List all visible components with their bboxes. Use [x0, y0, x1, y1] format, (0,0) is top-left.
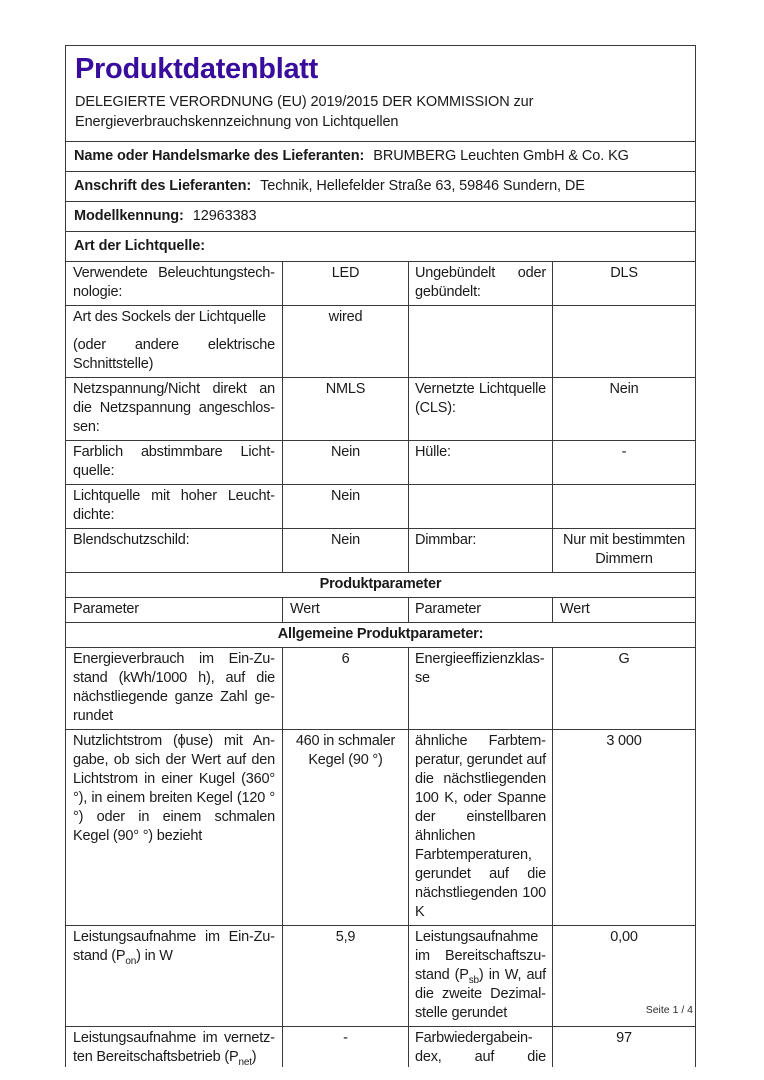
table-cell: Nutzlichtstrom (ϕuse) mit Angabe, ob sich der Wert auf den Lichtstrom in einer Kugel (360° °), in einem breiten Kegel (120 °°) oder in einem schmalen Kegel (90° °) bezieht: [66, 729, 282, 925]
supplier-name-row: [66, 141, 695, 171]
supplier-address-value: Technik, Hellefelder Straße 63, 59846 Sundern, DE: [260, 178, 585, 194]
table-cell: Ungebündelt oder gebündelt:: [408, 262, 552, 305]
table-cell: Nur mit bestimmten Dimmern: [552, 528, 695, 572]
table-cell: 460 in schmaler Kegel (90 °): [282, 729, 408, 925]
table-cell: Netzspannung/Nicht direkt an die Netzspannung angeschlossen:: [66, 377, 282, 440]
table-cell: -: [552, 440, 695, 484]
spec-table: [66, 261, 695, 1067]
page-title: Produktdatenblatt: [75, 53, 319, 85]
table-cell: Leistungsaufnahme im Ein-Zustand $(P_{on})$ in W: [66, 925, 282, 1026]
section-header: Produktparameter: [66, 572, 695, 597]
table-cell: -: [282, 1026, 408, 1067]
table-cell: [552, 484, 695, 528]
table-cell: wired: [282, 305, 408, 377]
table-cell: Parameter: [66, 597, 282, 622]
model-id-label: Modellkennung:: [74, 208, 184, 224]
table-cell: [408, 484, 552, 528]
table-cell: 97: [552, 1026, 695, 1067]
table-cell: LED: [282, 262, 408, 305]
table-cell: DLS: [552, 262, 695, 305]
table-cell: Lichtquelle mit hoher Leuchtdichte:: [66, 484, 282, 528]
table-cell: Energieverbrauch im Ein-Zustand (kWh/1000 h), auf die nächstliegende ganze Zahl gerundet: [66, 647, 282, 729]
light-source-type-label: Art der Lichtquelle:: [74, 238, 205, 254]
table-cell: NMLS: [282, 377, 408, 440]
table-cell: Wert: [282, 597, 408, 622]
table-cell: Dimmbar:: [408, 528, 552, 572]
table-cell: Art des Sockels der Lichtquelle (oder andere elektrische Schnittstelle): [66, 305, 282, 377]
supplier-name-label: Name oder Handelsmarke des Lieferanten:: [74, 148, 365, 164]
table-cell: [408, 305, 552, 377]
page-number: Seite 1 / 4: [645, 1004, 693, 1016]
datasheet: [65, 45, 696, 1067]
table-cell: 3 000: [552, 729, 695, 925]
model-id-row: [66, 201, 695, 231]
table-cell: [552, 305, 695, 377]
table-cell: Blendschutzschild:: [66, 528, 282, 572]
section-header: Allgemeine Produktparameter:: [66, 622, 695, 647]
table-cell: 5,9: [282, 925, 408, 1026]
regulation-subtitle: DELEGIERTE VERORDNUNG (EU) 2019/2015 DER KOMMISSION zur Energieverbrauchskennzeichnung von Lichtquellen: [75, 94, 534, 130]
table-cell: Farbwiedergabeindex, auf die: [408, 1026, 552, 1067]
table-cell: Nein: [282, 440, 408, 484]
table-cell: Farblich abstimmbare Lichtquelle:: [66, 440, 282, 484]
table-cell: Nein: [552, 377, 695, 440]
supplier-address-label: Anschrift des Lieferanten:: [74, 178, 252, 194]
table-cell: 6: [282, 647, 408, 729]
supplier-name-value: BRUMBERG Leuchten GmbH & Co. KG: [373, 148, 629, 164]
table-cell: ähnliche Farbtemperatur, gerundet auf die nächstliegenden 100 K, oder Spanne der einstellbaren ähnlichen Farbtemperaturen, gerundet auf die nächstliegenden 100 K: [408, 729, 552, 925]
table-cell: Energieeffizienzklasse: [408, 647, 552, 729]
table-cell: Parameter: [408, 597, 552, 622]
table-cell: G: [552, 647, 695, 729]
doc-header: [66, 46, 695, 141]
table-cell: Verwendete Beleuchtungstechnologie:: [73, 265, 275, 300]
table-cell: Leistungsaufnahme im vernetzten Bereitschaftsbetrieb $(P_{net})$: [66, 1026, 282, 1067]
supplier-address-row: [66, 171, 695, 201]
table-cell: Wert: [552, 597, 695, 622]
table-cell: Leistungsaufnahme im Bereitschaftszustand $(P_{sb})$ in W, auf die zweite Dezimalstelle gerundet: [408, 925, 552, 1026]
table-cell: Nein: [282, 528, 408, 572]
model-id-value: 12963383: [192, 208, 257, 224]
table-cell: 0,00: [552, 925, 695, 1026]
table-cell: Nein: [282, 484, 408, 528]
light-source-type-row: [66, 231, 695, 261]
table-cell: Vernetzte Lichtquelle (CLS):: [408, 377, 552, 440]
table-cell: Hülle:: [408, 440, 552, 484]
